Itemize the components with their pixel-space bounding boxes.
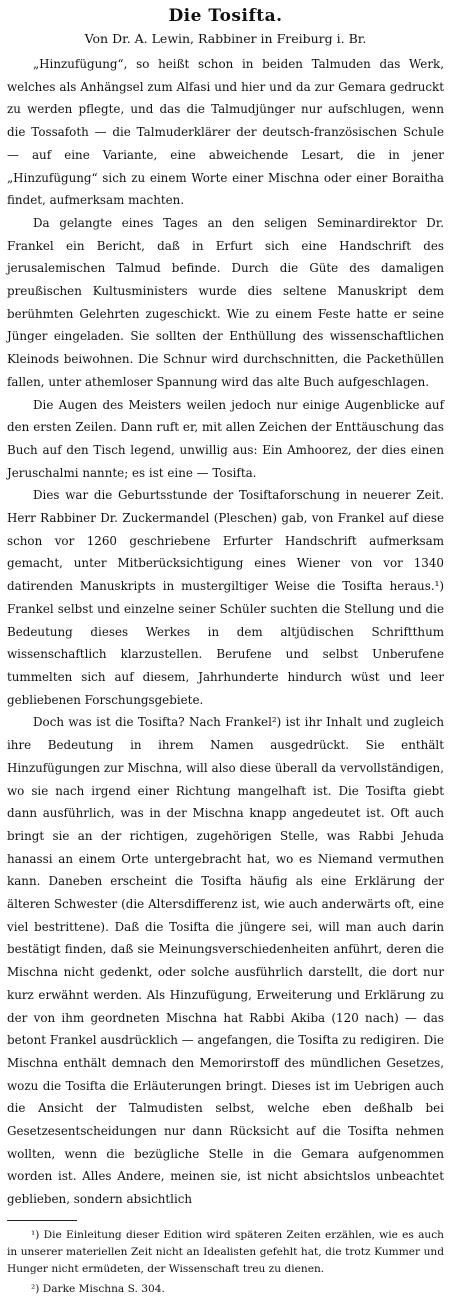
footnote-1: ¹) Die Einleitung dieser Edition wird späteren Zeiten erzählen, wie es auch in unserer materiellen Zeit nicht an Idealisten gefehlt hat, die trotz Kummer und Hunger nicht ermüdeten, der Wissenschaft treu zu dienen. [7, 1228, 444, 1275]
paragraph-1: „Hinzufügung“, so heißt schon in beiden Talmuden das Werk, welches als Anhängsel zum Alfasi und hier und da zur Gemara gedruckt zu werden pflegte, und das die Talmudjünger nur aufschlugen, wenn die Tossafoth — die Talmuderklärer der deutsch-französischen Schule — auf eine Variante, eine abweichende Lesart, die in jener „Hinzufügung“ sich zu einem Worte einer Mischna oder einer Boraitha findet, aufmerksam machten. [7, 57, 444, 208]
footnote-divider [7, 1220, 77, 1221]
paragraph-3: Die Augen des Meisters weilen jedoch nur einige Augenblicke auf den ersten Zeilen. Dann ruft er, mit allen Zeichen der Enttäuschung das Buch auf den Tisch legend, unwillig aus: Ein Amhoorez, der dies einen Jeruschalmi nannte; es ist eine — Tosifta. [7, 397, 444, 480]
footnote-2: ²) Darke Mischna S. 304. [31, 1282, 165, 1295]
paragraph-2: Da gelangte eines Tages an den seligen Seminardirektor Dr. Frankel ein Bericht, daß in Erfurt sich eine Handschrift des jerusalemischen Talmud befinde. Durch die Güte des damaligen preußischen Kultusministers wurde dies seltene Manuskript dem berühmten Gelehrten zugeschickt. Wie zu einem Feste hatte er seine Jünger eingeladen. Sie sollten der Enthüllung des wissenschaftlichen Kleinods beiwohnen. Die Schnur wird durchschnitten, die Packethüllen fallen, unter athemloser Spannung wird das alte Buch aufgeschlagen. [7, 215, 444, 389]
article-byline: Von Dr. A. Lewin, Rabbiner in Freiburg i. Br. [84, 31, 367, 46]
article-body [7, 53, 444, 1211]
paragraph-4: Dies war die Geburtsstunde der Tosiftaforschung in neuerer Zeit. Herr Rabbiner Dr. Zuckermandel (Pleschen) gab, von Frankel auf diese schon vor 1260 geschriebene Erfurter Handschrift aufmerksam gemacht, unter Mitberücksichtigung eines Wiener von vor 1340 datirenden Manuskripts in mustergiltiger Weise die Tosifta heraus.¹) Frankel selbst und einzelne seiner Schüler suchten die Stellung und die Bedeutung dieses Werkes in dem altjüdischen Schriftthum wissenschaftlich klarzustellen. Berufene und selbst Unberufene tummelten sich auf diesem, Jahrhunderte hindurch wüst und leer gebliebenen Forschungsgebiete. [7, 488, 444, 707]
paragraph-5: Doch was ist die Tosifta? Nach Frankel²) ist ihr Inhalt und zugleich ihre Bedeutung in ihrem Namen ausgedrückt. Sie enthält Hinzufügungen zur Mischna, will also diese überall da vervollständigen, wo sie nach irgend einer Richtung mangelhaft ist. Die Tosifta giebt dann ausführlich, was in der Mischna knapp angedeutet ist. Oft auch bringt sie an der richtigen, zugehörigen Stelle, was Rabbi Jehuda hanassi an einem Orte untergebracht hat, wo es Niemand vermuthen kann. Daneben erscheint die Tosifta häufig als eine Erklärung der älteren Schwester (die Altersdifferenz ist, wie auch anderwärts oft, eine viel bestrittene). Daß die Tosifta die jüngere sei, will man auch darin bestätigt finden, daß sie Meinungsverschiedenheiten anführt, deren die Mischna nicht gedenkt, oder solche ausführlich darstellt, die dort nur kurz erwähnt werden. Als Hinzufügung, Erweiterung und Erklärung zu der von ihm geordneten Mischna hat Rabbi Akiba (120 nach) — das betont Frankel ausdrücklich — angefangen, die Tosifta zu redigiren. Die Mischna enthält demnach den Memorirstoff des mündlichen Gesetzes, wozu die Tosifta die Erläuterungen bringt. Dieses ist im Uebrigen auch die Ansicht der Talmudisten selbst, welche eben deßhalb bei Gesetzesentscheidungen nur dann Rücksicht auf die Tosifta nehmen wollten, wenn die bezügliche Stelle in die Gemara aufgenommen worden ist. Alles Andere, meinen sie, ist nicht absichtslos unbeachtet geblieben, sondern absichtlich [7, 715, 444, 1207]
footnotes [7, 1227, 444, 1298]
article-title: Die Tosifta. [168, 6, 283, 26]
